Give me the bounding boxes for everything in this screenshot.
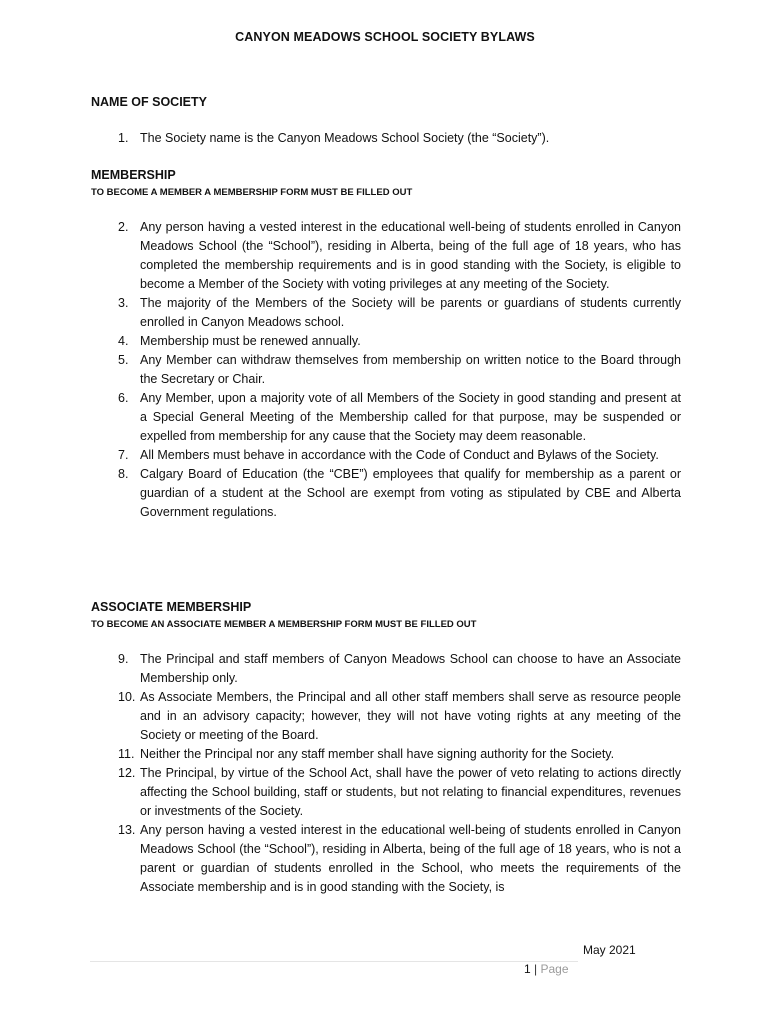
section-subheading: TO BECOME A MEMBER A MEMBERSHIP FORM MUST BE FILLED OUT xyxy=(91,187,413,198)
list-item xyxy=(91,650,681,688)
item-text: The Principal and staff members of Canyon Meadows School can choose to have an Associate Membership only. xyxy=(140,652,681,685)
list-item xyxy=(91,332,681,351)
item-text: The majority of the Members of the Society will be parents or guardians of students currently enrolled in Canyon Meadows school. xyxy=(140,296,681,329)
item-number: 10. xyxy=(118,690,136,704)
item-number: 12. xyxy=(118,766,136,780)
list-item xyxy=(91,688,681,745)
numbered-list xyxy=(91,650,691,897)
item-number: 9. xyxy=(118,652,129,666)
page-number xyxy=(524,962,569,976)
section-name-of-society xyxy=(91,95,691,148)
numbered-list xyxy=(91,129,691,148)
list-item xyxy=(91,218,681,294)
item-text: Neither the Principal nor any staff member shall have signing authority for the Society. xyxy=(140,747,615,761)
item-number: 5. xyxy=(118,353,129,367)
list-item xyxy=(91,389,681,446)
item-number: 4. xyxy=(118,334,129,348)
list-item xyxy=(91,821,681,897)
list-item xyxy=(91,764,681,821)
section-heading: NAME OF SOCIETY xyxy=(91,95,207,109)
item-number: 8. xyxy=(118,467,129,481)
item-text: All Members must behave in accordance with the Code of Conduct and Bylaws of the Society. xyxy=(140,448,659,462)
page-number-value: 1 xyxy=(524,962,531,976)
item-number: 7. xyxy=(118,448,129,462)
item-text: Calgary Board of Education (the “CBE”) employees that qualify for membership as a parent or guardian of a student at the School are exempt from voting as stipulated by CBE and Alberta Government regulations. xyxy=(140,467,681,519)
section-heading: MEMBERSHIP xyxy=(91,168,176,182)
document-title: CANYON MEADOWS SCHOOL SOCIETY BYLAWS xyxy=(235,30,535,44)
item-number: 6. xyxy=(118,391,129,405)
footer-divider xyxy=(90,961,578,962)
page-separator: | xyxy=(534,962,538,976)
section-associate-membership xyxy=(91,600,691,897)
item-text: As Associate Members, the Principal and all other staff members shall serve as resource people and in an advisory capacity; however, they will not have voting rights at any meeting of the Society or meeting of the Board. xyxy=(140,690,681,742)
item-text: Any person having a vested interest in the educational well-being of students enrolled in Canyon Meadows School (the “School”), residing in Alberta, being of the full age of 18 years, who is not a parent or guardian of students enrolled in the School, who meets the requirements of the Associate membership and is in good standing with the Society, is xyxy=(140,823,681,894)
item-text: Any person having a vested interest in the educational well-being of students enrolled in Canyon Meadows School (the “School”), residing in Alberta, being of the full age of 18 years, who has completed the membership requirements and is in good standing with the Society, is eligible to become a Member of the Society with voting privileges at any meeting of the Society. xyxy=(140,220,681,291)
list-item xyxy=(91,465,681,522)
item-text: The Principal, by virtue of the School Act, shall have the power of veto relating to actions directly affecting the School building, staff or students, but not relating to financial expenditures, revenues or investments of the Society. xyxy=(140,766,681,818)
item-text: Any Member can withdraw themselves from membership on written notice to the Board through the Secretary or Chair. xyxy=(140,353,681,386)
item-number: 11. xyxy=(118,747,135,761)
section-heading: ASSOCIATE MEMBERSHIP xyxy=(91,600,252,614)
list-item xyxy=(91,351,681,389)
item-number: 2. xyxy=(118,220,129,234)
list-item xyxy=(91,294,681,332)
item-number: 3. xyxy=(118,296,129,310)
item-text: Any Member, upon a majority vote of all Members of the Society in good standing and present at a Special General Meeting of the Membership called for that purpose, may be suspended or expelled from membership for any cause that the Society may deem reasonable. xyxy=(140,391,681,443)
list-item xyxy=(91,446,681,465)
numbered-list xyxy=(91,218,691,522)
section-subheading: TO BECOME AN ASSOCIATE MEMBER A MEMBERSHIP FORM MUST BE FILLED OUT xyxy=(91,619,477,630)
item-text: The Society name is the Canyon Meadows School Society (the “Society”). xyxy=(140,131,550,145)
footer-date: May 2021 xyxy=(583,943,636,957)
item-text: Membership must be renewed annually. xyxy=(140,334,361,348)
list-item xyxy=(91,745,681,764)
item-number: 13. xyxy=(118,823,136,837)
list-item xyxy=(91,129,681,148)
item-number: 1. xyxy=(118,131,129,145)
page-label: Page xyxy=(540,962,569,976)
section-membership xyxy=(91,168,691,522)
